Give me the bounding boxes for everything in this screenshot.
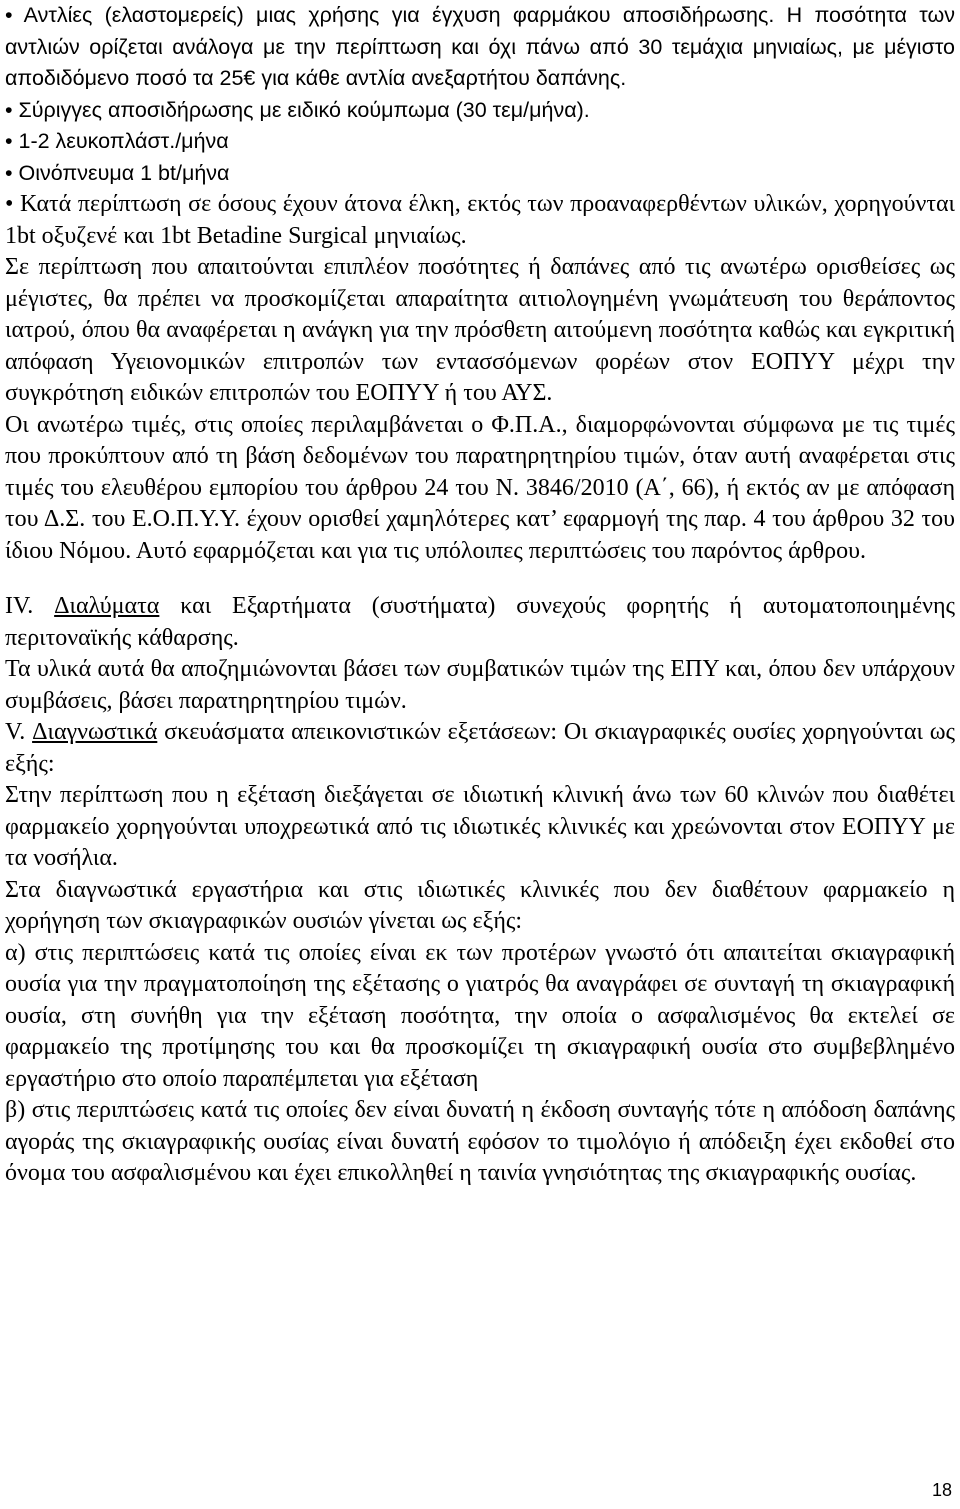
bullet-ulcers: • Κατά περίπτωση σε όσους έχουν άτονα έλκη, εκτός των προαναφερθέντων υλικών, χορηγούνται 1bt οξυζενέ και 1bt Betadine Surgical μηνιαίως. <box>5 191 955 249</box>
section-v-number: V. <box>5 719 26 745</box>
bullet-syringes: • Σύριγγες αποσιδήρωσης με ειδικό κούμπωμα (30 τεμ/μήνα). <box>5 97 590 122</box>
bullet-alcohol: • Οινόπνευμα 1 bt/μήνα <box>5 160 230 185</box>
section-iv-rest: και Εξαρτήματα (συστήματα) συνεχούς φορητής ή αυτοματοποιημένης περιτοναϊκής κάθαρσης. <box>5 593 955 651</box>
paragraph-prices: Οι ανωτέρω τιμές, στις οποίες περιλαμβάνεται ο Φ.Π.Α., διαμορφώνονται σύμφωνα με τις τιμές που προκύπτουν από τη βάση δεδομένων του παρατηρητηρίου τιμών, όταν αυτή αναφέρεται στις τιμές του ελευθέρου εμπορίου του άρθρου 24 του Ν. 3846/2010 (Α΄, 66), ή εκτός αν με απόφαση του Δ.Σ. του Ε.Ο.Π.Υ.Υ. έχουν ορισθεί χαμηλότερες κατ’ εφαρμογή της παρ. 4 του άρθρου 32 του ίδιου Νόμου. Αυτό εφαρμόζεται και για τις υπόλοιπες περιπτώσεις του παρόντος άρθρου. <box>5 411 955 564</box>
section-iv-number: IV. <box>5 593 34 619</box>
section-v-rest: σκευάσματα απεικονιστικών εξετάσεων: Οι σκιαγραφικές ουσίες χορηγούνται ως εξής: <box>5 719 956 777</box>
paragraph-diagnostic-labs: Στα διαγνωστικά εργαστήρια και στις ιδιωτικές κλινικές που δεν διαθέτουν φαρμακείο η χορήγηση των σκιαγραφικών ουσιών γίνεται ως εξής: <box>5 876 955 934</box>
bullet-plasters: • 1-2 λευκοπλάστ./μήνα <box>5 129 229 153</box>
section-v-heading <box>5 717 955 780</box>
paragraph-pumps: • Αντλίες (ελαστομερείς) μιας χρήσης για έγχυση φαρμάκου αποσιδήρωσης. Η ποσότητα των αντλιών ορίζεται ανάλογα με την περίπτωση και όχι πάνω από 30 τεμάχια μηνιαίως, με μέγιστο αποδιδόμενο ποσό τα 25€ για κάθε αντλία ανεξαρτήτου δαπάνης. <box>5 3 955 90</box>
paragraph-case-b: β) στις περιπτώσεις κατά τις οποίες δεν είναι δυνατή η έκδοση συνταγής τότε η απόδοση δαπάνης αγοράς της σκιαγραφικής ουσίας είναι δυνατή εφόσον το τιμολόγιο ή απόδειξη έχει εκδοθεί στο όνομα του ασφαλισμένου και έχει επικολληθεί η ταινία γνησιότητας της σκιαγραφικής ουσίας. <box>5 1097 955 1186</box>
section-v-title: Διαγνωστικά <box>32 719 158 745</box>
document-page <box>5 0 955 1190</box>
section-iv-title: Διαλύματα <box>54 593 160 619</box>
paragraph-private-clinic: Στην περίπτωση που η εξέταση διεξάγεται σε ιδιωτική κλινική άνω των 60 κλινών που διαθέτει φαρμακείο χορηγούνται υποχρεωτικά από τις ιδιωτικές κλινικές και χρεώνονται στον ΕΟΠΥΥ με τα νοσήλια. <box>5 782 955 871</box>
page-number: 18 <box>931 1480 952 1500</box>
paragraph-extra-quantities: Σε περίπτωση που απαιτούνται επιπλέον ποσότητες ή δαπάνες από τις ανωτέρω ορισθείσες ως μέγιστες, θα πρέπει να προσκομίζεται απαραίτητα αιτιολογημένη γνωμάτευση του θεράποντος ιατρού, όπου θα αναφέρεται η ανάγκη για την πρόσθετη αιτούμενη ποσότητα καθώς και εγκριτική απόφαση Υγειονομικών επιτροπών των εντασσόμενων φορέων στον ΕΟΠΥΥ μέχρι την συγκρότηση ειδικών επιτροπών του ΕΟΠΥΥ ή του ΑΥΣ. <box>5 254 955 406</box>
section-iv-heading <box>5 591 955 654</box>
spacer <box>5 567 955 591</box>
paragraph-iv-materials: Τα υλικά αυτά θα αποζημιώνονται βάσει των συμβατικών τιμών της ΕΠΥ και, όπου δεν υπάρχουν συμβάσεις, βάσει παρατηρητηρίου τιμών. <box>5 656 955 714</box>
paragraph-case-a: α) στις περιπτώσεις κατά τις οποίες είναι εκ των προτέρων γνωστό ότι απαιτείται σκιαγραφική ουσία για την πραγματοποίηση της εξέτασης ο γιατρός θα αναγράφει σε συνταγή τη σκιαγραφική ουσία, στη συνήθη για την εξέταση ποσότητα, την οποία ο ασφαλισμένος θα εκτελεί σε φαρμακείο της προτίμησης του και θα προσκομίζει τη σκιαγραφική ουσία στο συμβεβλημένο εργαστήριο στο οποίο παραπέμπεται για εξέταση <box>5 939 955 1092</box>
